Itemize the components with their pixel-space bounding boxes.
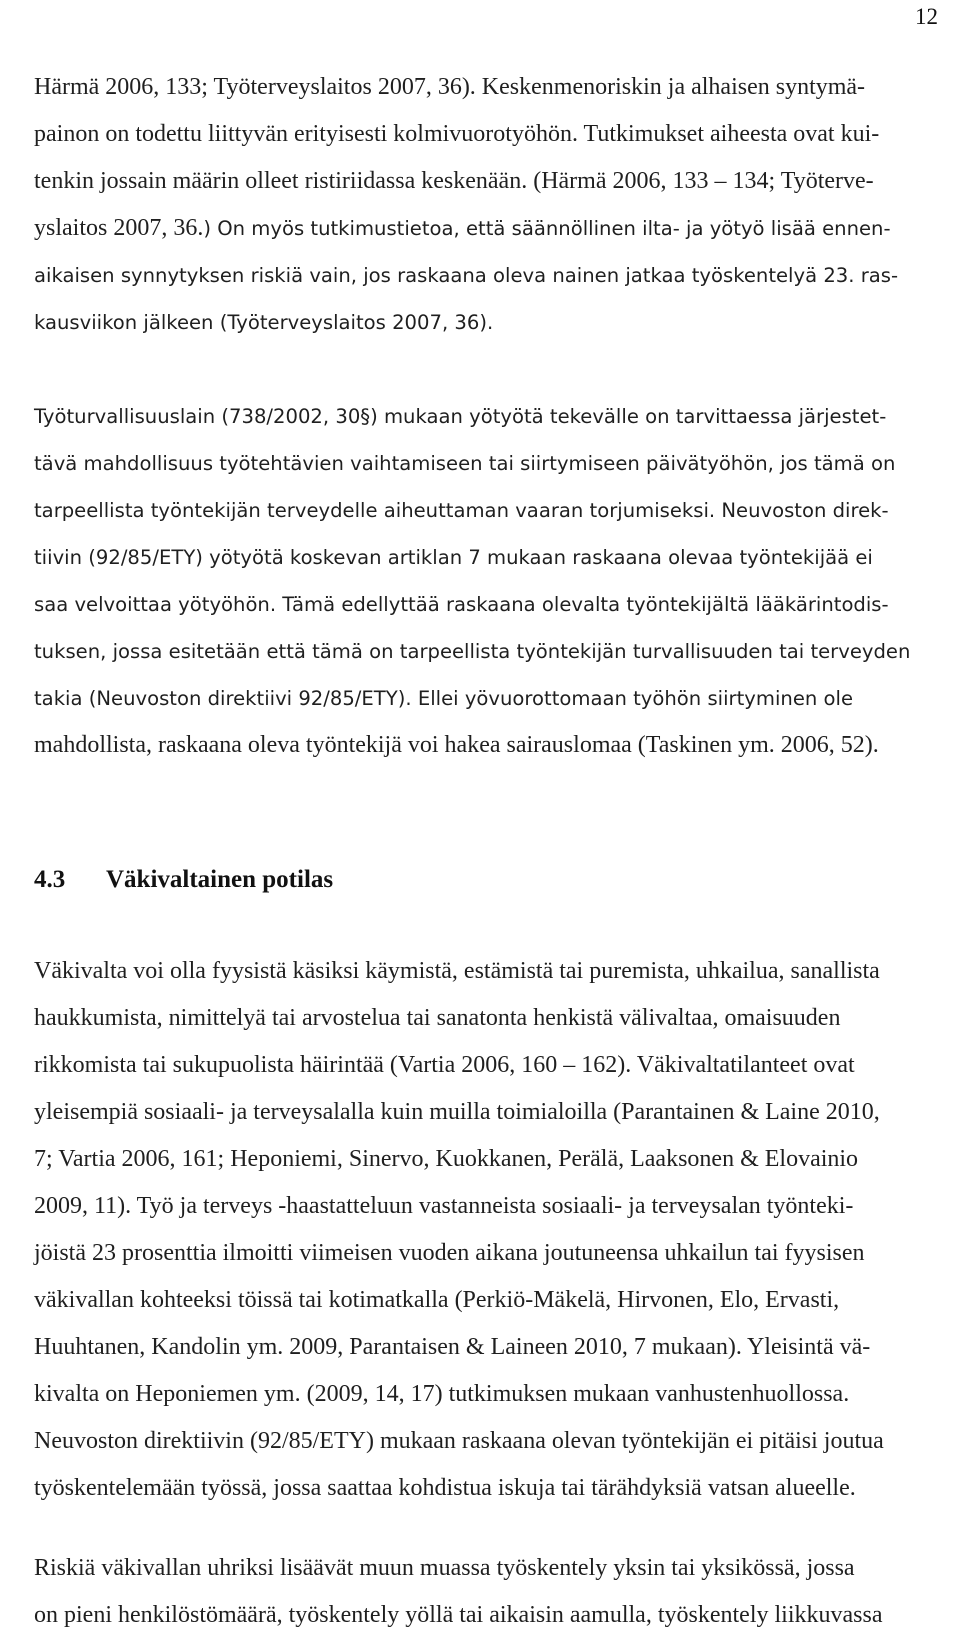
text-line: Väkivalta voi olla fyysistä käsiksi käymistä, estämistä tai puremista, uhkailua, sanallista <box>34 958 880 984</box>
paragraph-1 <box>34 64 934 346</box>
text-line: painon on todettu liittyvän erityisesti kolmivuorotyöhön. Tutkimukset aiheesta ovat kui- <box>34 121 880 147</box>
text-line: takia (Neuvoston direktiivi 92/85/ETY). Ellei yövuorottomaan työhön siirtyminen ole <box>34 687 854 710</box>
text-line: tuksen, jossa esitetään että tämä on tarpeellista työntekijän turvallisuuden tai terveyden <box>34 640 911 663</box>
text-line: aikaisen synnytyksen riskiä vain, jos raskaana oleva nainen jatkaa työskentelyä 23. ras- <box>34 264 899 287</box>
text-line: 2009, 11). Työ ja terveys -haastatteluun vastanneista sosiaali- ja terveysalan työnteki- <box>34 1193 854 1219</box>
section-heading <box>34 866 333 894</box>
text-line: mahdollista, raskaana oleva työntekijä voi hakea sairauslomaa (Taskinen ym. 2006, 52). <box>34 732 879 758</box>
text-line: tiivin (92/85/ETY) yötyötä koskevan artiklan 7 mukaan raskaana olevaa työntekijää ei <box>34 546 873 569</box>
paragraph-3 <box>34 948 934 1512</box>
text-line: on pieni henkilöstömäärä, työskentely yöllä tai aikaisin aamulla, työskentely liikkuvassa <box>34 1602 883 1628</box>
text-line: kausviikon jälkeen (Työterveyslaitos 2007, 36). <box>34 311 494 334</box>
text-line: työskentelemään työssä, jossa saattaa kohdistua iskuja tai tärähdyksiä vatsan alueelle. <box>34 1475 856 1501</box>
text-line: 7; Vartia 2006, 161; Heponiemi, Sinervo, Kuokkanen, Perälä, Laaksonen & Elovainio <box>34 1146 859 1172</box>
text-segment: yslaitos 2007, 36. <box>34 215 204 241</box>
text-line: Riskiä väkivallan uhriksi lisäävät muun muassa työskentely yksin tai yksikössä, jossa <box>34 1555 855 1581</box>
paragraph-2 <box>34 393 934 769</box>
text-line: haukkumista, nimittelyä tai arvostelua tai sanatonta henkistä välivaltaa, omaisuuden <box>34 1005 841 1031</box>
section-number: 4.3 <box>34 866 66 893</box>
text-line: saa velvoittaa yötyöhön. Tämä edellyttää raskaana olevalta työntekijältä lääkärintodis- <box>34 593 889 616</box>
text-line: Neuvoston direktiivin (92/85/ETY) mukaan raskaana olevan työntekijän ei pitäisi joutua <box>34 1428 884 1454</box>
text-line: väkivallan kohteeksi töissä tai kotimatkalla (Perkiö-Mäkelä, Hirvonen, Elo, Ervasti, <box>34 1287 840 1313</box>
text-line: Härmä 2006, 133; Työterveyslaitos 2007, 36). Keskenmenoriskin ja alhaisen syntymä- <box>34 74 866 100</box>
text-line: yleisempiä sosiaali- ja terveysalalla kuin muilla toimialoilla (Parantainen & Laine 2010, <box>34 1099 880 1125</box>
text-segment: ) On myös tutkimustietoa, että säännöllinen ilta- ja yötyö lisää ennen- <box>203 217 891 240</box>
paragraph-4 <box>34 1545 934 1639</box>
text-line: tarpeellista työntekijän terveydelle aiheuttaman vaaran torjumiseksi. Neuvoston direk- <box>34 499 889 522</box>
text-line: rikkomista tai sukupuolista häirintää (Vartia 2006, 160 – 162). Väkivaltatilanteet ovat <box>34 1052 855 1078</box>
text-line: tävä mahdollisuus työtehtävien vaihtamiseen tai siirtymiseen päivätyöhön, jos tämä on <box>34 452 896 475</box>
section-title: Väkivaltainen potilas <box>106 866 334 893</box>
text-line: kivalta on Heponiemen ym. (2009, 14, 17) tutkimuksen mukaan vanhustenhuollossa. <box>34 1381 850 1407</box>
text-line: tenkin jossain määrin olleet ristiriidassa keskenään. (Härmä 2006, 133 – 134; Työterve- <box>34 168 874 194</box>
text-line: Huuhtanen, Kandolin ym. 2009, Parantaisen & Laineen 2010, 7 mukaan). Yleisintä vä- <box>34 1334 871 1360</box>
text-line: jöistä 23 prosenttia ilmoitti viimeisen vuoden aikana joutuneensa uhkailun tai fyysisen <box>34 1240 865 1266</box>
text-line: Työturvallisuuslain (738/2002, 30§) mukaan yötyötä tekevälle on tarvittaessa järjestet- <box>34 405 887 428</box>
text-line <box>34 205 934 252</box>
page-number: 12 <box>915 4 938 29</box>
